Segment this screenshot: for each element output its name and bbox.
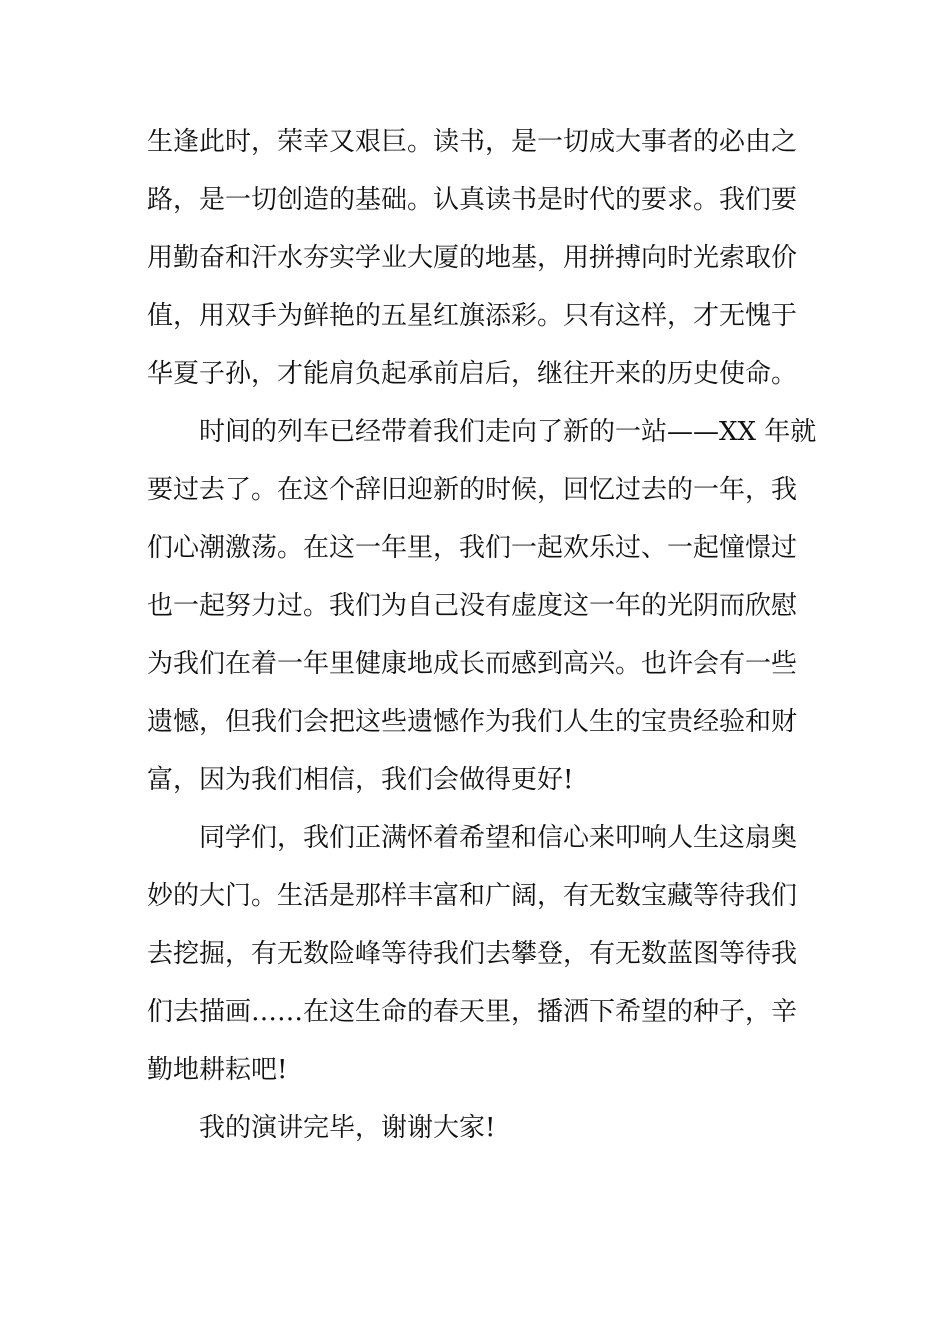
paragraph-2 xyxy=(147,403,817,809)
text-line: 去挖掘，有无数险峰等待我们去攀登，有无数蓝图等待我 xyxy=(147,939,798,969)
text-line: 同学们，我们正满怀着希望和信心来叩响人生这扇奥 xyxy=(199,823,798,853)
paragraph-1 xyxy=(147,113,807,403)
text-line: 们心潮激荡。在这一年里，我们一起欢乐过、一起憧憬过 xyxy=(147,533,798,563)
text-line: 我的演讲完毕，谢谢大家! xyxy=(199,1113,496,1143)
text-line: 要过去了。在这个辞旧迎新的时候，回忆过去的一年，我 xyxy=(147,475,798,505)
text-line: 值，用双手为鲜艳的五星红旗添彩。只有这样，才无愧于 xyxy=(147,301,798,331)
text-line: 遗憾，但我们会把这些遗憾作为我们人生的宝贵经验和财 xyxy=(147,707,798,737)
speech-text xyxy=(147,113,817,1157)
text-line: 用勤奋和汗水夯实学业大厦的地基，用拼搏向时光索取价 xyxy=(147,243,798,273)
paragraph-3 xyxy=(147,809,807,1099)
text-line: 也一起努力过。我们为自己没有虚度这一年的光阴而欣慰 xyxy=(147,591,798,621)
text-line: 为我们在着一年里健康地成长而感到高兴。也许会有一些 xyxy=(147,649,798,679)
text-line: 们去描画……在这生命的春天里，播洒下希望的种子，辛 xyxy=(147,997,798,1027)
text-line: 妙的大门。生活是那样丰富和广阔，有无数宝藏等待我们 xyxy=(147,881,798,911)
paragraph-4 xyxy=(147,1099,807,1157)
text-line: 富，因为我们相信，我们会做得更好! xyxy=(147,765,574,795)
text-line: 路，是一切创造的基础。认真读书是时代的要求。我们要 xyxy=(147,185,798,215)
text-line: 勤地耕耘吧! xyxy=(147,1055,288,1085)
text-line: 时间的列车已经带着我们走向了新的一站——XX 年就 xyxy=(199,417,817,447)
text-line: 生逢此时，荣幸又艰巨。读书，是一切成大事者的必由之 xyxy=(147,127,798,157)
text-line: 华夏子孙，才能肩负起承前启后，继往开来的历史使命。 xyxy=(147,359,798,389)
